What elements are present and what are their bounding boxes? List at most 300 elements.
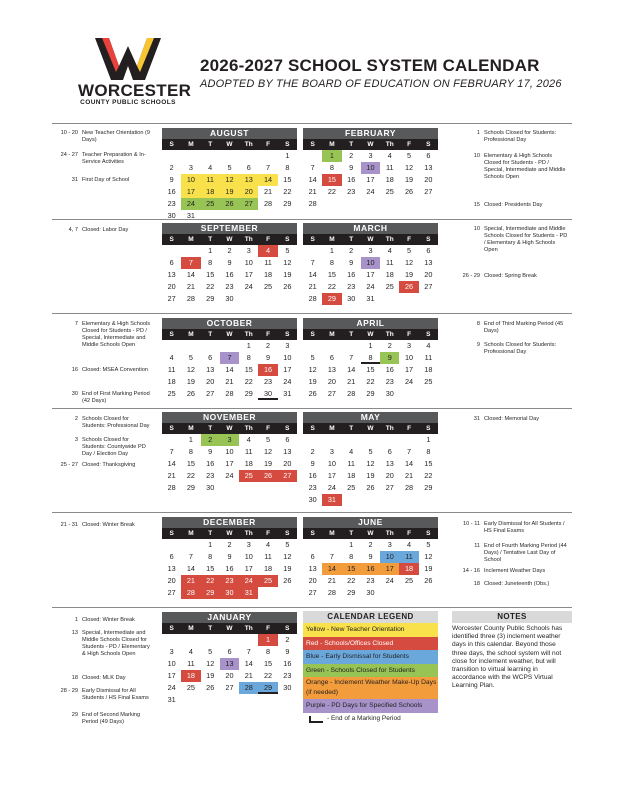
event-date: 3	[74, 437, 78, 443]
weekday-label: S	[310, 141, 315, 148]
page-title: 2026-2027 SCHOOL SYSTEM CALENDAR	[200, 56, 540, 75]
day-cell: 20	[308, 576, 317, 585]
calendar-june	[303, 517, 438, 599]
weekday-label: T	[208, 331, 213, 338]
weekday-header	[303, 329, 438, 340]
day-cell: 14	[405, 459, 414, 468]
weekday-label: S	[310, 331, 315, 338]
weekday-header	[162, 423, 297, 434]
weekday-label: Th	[385, 425, 394, 432]
day-cell: 17	[366, 270, 375, 279]
day-cell: 6	[426, 246, 431, 255]
logo-w-icon	[93, 36, 163, 82]
day-cell: 4	[258, 245, 277, 257]
legend-item-orange: Orange - Inclement Weather Make-Up Days (if needed)	[303, 677, 438, 699]
day-cell: 24	[283, 377, 292, 386]
day-cell: 10	[225, 447, 234, 456]
day-cell: 21	[186, 282, 195, 291]
day-cell: 4	[188, 647, 193, 656]
legend-item-red: Red - Schools/Offices Closed	[303, 637, 438, 651]
day-cell: 20	[385, 471, 394, 480]
event-text: Schools Closed for Students: Countywide PD Day / Election Day	[82, 437, 146, 457]
day-cell: 15	[186, 459, 195, 468]
day-cell: 2	[227, 246, 232, 255]
day-cell: 5	[188, 353, 193, 362]
day-cell: 25	[405, 576, 414, 585]
day-cell: 29	[186, 483, 195, 492]
day-cell: 10	[380, 551, 399, 563]
day-cell: 31	[186, 211, 195, 220]
calendar-october	[162, 318, 297, 400]
day-cell: 25	[347, 483, 356, 492]
day-cell: 12	[283, 258, 292, 267]
weekday-label: S	[285, 331, 290, 338]
weekday-header	[303, 234, 438, 245]
day-cell: 13	[167, 564, 176, 573]
day-cell: 25	[201, 198, 220, 210]
day-cell: 6	[387, 447, 392, 456]
weekday-label: W	[226, 530, 233, 537]
day-cell: 24	[181, 198, 200, 210]
day-cell: 22	[206, 282, 215, 291]
weekday-label: S	[426, 331, 431, 338]
day-cell: 25	[186, 683, 195, 692]
day-grid	[162, 150, 297, 222]
day-cell: 17	[167, 671, 176, 680]
day-cell: 31	[322, 494, 341, 506]
day-cell: 24	[244, 282, 253, 291]
day-cell: 10	[327, 459, 336, 468]
row-divider	[52, 607, 572, 608]
empty-cell	[258, 150, 277, 162]
day-cell: 11	[264, 552, 272, 561]
day-cell: 16	[225, 564, 234, 573]
weekday-label: F	[266, 625, 271, 632]
day-cell: 26	[424, 576, 433, 585]
day-cell: 29	[258, 682, 277, 694]
day-grid	[303, 150, 438, 210]
empty-cell	[201, 150, 220, 162]
empty-cell	[181, 634, 200, 646]
day-cell: 7	[246, 647, 251, 656]
weekday-label: Th	[385, 530, 394, 537]
day-cell: 18	[201, 186, 220, 198]
day-cell: 21	[405, 471, 414, 480]
day-cell: 3	[368, 151, 373, 160]
day-cell: 7	[349, 353, 354, 362]
day-cell: 19	[283, 270, 292, 279]
day-cell: 1	[426, 435, 431, 444]
day-cell: 7	[220, 352, 239, 364]
weekday-label: T	[208, 425, 213, 432]
day-cell: 9	[169, 175, 174, 184]
day-cell: 26	[308, 389, 317, 398]
empty-cell	[220, 150, 239, 162]
day-cell: 14	[322, 563, 341, 575]
day-cell: 11	[347, 459, 355, 468]
empty-cell	[201, 634, 220, 646]
day-cell: 8	[208, 258, 213, 267]
day-cell: 22	[366, 377, 375, 386]
day-cell: 17	[380, 563, 399, 575]
day-cell: 13	[206, 365, 215, 374]
day-cell: 5	[407, 151, 412, 160]
day-cell: 17	[244, 564, 253, 573]
month-name: FEBRUARY	[303, 128, 438, 139]
day-cell: 27	[225, 683, 234, 692]
month-name: OCTOBER	[162, 318, 297, 329]
month-name: AUGUST	[162, 128, 297, 139]
day-cell: 28	[186, 294, 195, 303]
row-divider	[52, 313, 572, 314]
day-cell: 1	[368, 341, 373, 350]
day-cell: 25	[424, 377, 433, 386]
day-cell: 18	[385, 175, 394, 184]
day-cell: 14	[186, 270, 195, 279]
day-cell: 1	[246, 341, 251, 350]
day-cell: 15	[327, 270, 336, 279]
day-cell: 3	[220, 434, 239, 446]
marking-period-bracket-icon	[309, 716, 323, 723]
day-cell: 23	[347, 282, 356, 291]
day-cell: 19	[308, 377, 317, 386]
day-cell: 17	[283, 365, 292, 374]
row-divider	[52, 408, 572, 409]
day-cell: 19	[424, 564, 433, 573]
weekday-label: M	[188, 141, 194, 148]
day-cell: 30	[206, 483, 215, 492]
legend-title: CALENDAR LEGEND	[303, 611, 438, 623]
day-cell: 29	[206, 294, 215, 303]
day-cell: 3	[368, 246, 373, 255]
row-divider	[52, 219, 572, 220]
day-cell: 2	[285, 635, 290, 644]
row-divider	[52, 123, 572, 124]
day-cell: 10	[283, 353, 292, 362]
day-cell: 5	[285, 540, 290, 549]
day-cell: 15	[283, 175, 292, 184]
weekday-label: M	[329, 530, 335, 537]
day-cell: 17	[225, 459, 234, 468]
day-cell: 23	[220, 575, 239, 587]
weekday-label: S	[310, 236, 315, 243]
day-cell: 27	[239, 198, 258, 210]
day-cell: 22	[201, 575, 220, 587]
weekday-label: T	[208, 625, 213, 632]
day-cell: 26	[405, 187, 414, 196]
day-cell: 24	[405, 377, 414, 386]
empty-cell	[201, 340, 220, 352]
day-cell: 29	[201, 587, 220, 599]
weekday-label: F	[407, 141, 412, 148]
calendar-september	[162, 223, 297, 305]
day-cell: 7	[266, 163, 271, 172]
empty-cell	[303, 434, 322, 446]
day-cell: 29	[244, 389, 253, 398]
weekday-label: T	[208, 530, 213, 537]
day-cell: 22	[327, 187, 336, 196]
day-cell: 23	[347, 187, 356, 196]
day-cell: 2	[349, 246, 354, 255]
empty-cell	[162, 340, 181, 352]
day-cell: 12	[405, 258, 414, 267]
event-date: 14 - 16	[462, 568, 480, 574]
day-cell: 8	[361, 352, 380, 364]
day-cell: 2	[310, 447, 315, 456]
day-cell: 21	[264, 187, 273, 196]
event-text: End of Fourth Marking Period (44 Days) / Tentative Last Day of School	[484, 543, 567, 563]
day-cell: 13	[424, 258, 433, 267]
weekday-label: S	[285, 236, 290, 243]
weekday-label: T	[349, 141, 354, 148]
day-cell: 13	[308, 564, 317, 573]
day-cell: 28	[405, 483, 414, 492]
day-cell: 6	[285, 435, 290, 444]
day-grid	[303, 539, 438, 599]
month-name: MAY	[303, 412, 438, 423]
day-cell: 9	[380, 352, 399, 364]
day-cell: 5	[266, 435, 271, 444]
calendar-december	[162, 517, 297, 599]
day-cell: 25	[385, 282, 394, 291]
empty-cell	[303, 245, 322, 257]
empty-cell	[220, 634, 239, 646]
month-name: SEPTEMBER	[162, 223, 297, 234]
day-cell: 9	[368, 552, 373, 561]
event-date: 1	[476, 130, 480, 136]
month-name: JUNE	[303, 517, 438, 528]
event-date: 10 - 11	[463, 521, 480, 527]
day-cell: 25	[239, 470, 258, 482]
weekday-label: F	[266, 236, 271, 243]
day-cell: 8	[266, 647, 271, 656]
event-date: 18	[71, 675, 78, 681]
event-date: 10 - 20	[60, 130, 78, 136]
weekday-label: S	[169, 530, 174, 537]
day-cell: 28	[327, 588, 336, 597]
day-cell: 16	[308, 471, 317, 480]
day-cell: 2	[227, 540, 232, 549]
empty-cell	[322, 340, 341, 352]
month-name: APRIL	[303, 318, 438, 329]
day-cell: 22	[264, 671, 273, 680]
day-cell: 15	[322, 174, 341, 186]
day-cell: 6	[208, 353, 213, 362]
weekday-label: S	[310, 425, 315, 432]
weekday-label: M	[188, 425, 194, 432]
event-text: Early Dismissal for All Students / HS Final Exams	[82, 688, 149, 701]
day-cell: 24	[167, 683, 176, 692]
weekday-label: M	[188, 331, 194, 338]
day-cell: 23	[225, 282, 234, 291]
logo	[78, 36, 192, 107]
day-cell: 17	[244, 270, 253, 279]
weekday-label: Th	[244, 625, 253, 632]
weekday-label: M	[329, 236, 335, 243]
empty-cell	[380, 434, 399, 446]
day-cell: 30	[385, 389, 394, 398]
day-cell: 28	[225, 389, 234, 398]
day-cell: 30	[258, 388, 277, 400]
notes-title: NOTES	[452, 611, 572, 623]
day-cell: 14	[347, 365, 356, 374]
day-cell: 23	[167, 199, 176, 208]
org-subtitle: COUNTY PUBLIC SCHOOLS	[80, 99, 176, 106]
event-text: First Day of School	[82, 177, 130, 183]
event-date: 9	[476, 342, 480, 348]
day-cell: 18	[244, 459, 253, 468]
event-date: 15	[473, 202, 480, 208]
day-cell: 5	[285, 246, 290, 255]
day-cell: 16	[225, 270, 234, 279]
day-cell: 26	[220, 198, 239, 210]
day-cell: 30	[366, 588, 375, 597]
day-cell: 14	[308, 175, 317, 184]
day-cell: 19	[220, 186, 239, 198]
month-name: DECEMBER	[162, 517, 297, 528]
empty-cell	[342, 434, 361, 446]
day-cell: 20	[424, 175, 433, 184]
day-cell: 7	[329, 552, 334, 561]
weekday-label: F	[407, 530, 412, 537]
day-cell: 20	[167, 576, 176, 585]
day-cell: 3	[285, 341, 290, 350]
legend-item-green: Green - Schools Closed for Students	[303, 664, 438, 678]
day-cell: 27	[385, 483, 394, 492]
notes-panel	[452, 611, 572, 691]
day-cell: 12	[366, 459, 375, 468]
weekday-header	[303, 139, 438, 150]
day-cell: 26	[366, 483, 375, 492]
day-cell: 20	[167, 282, 176, 291]
day-cell: 2	[201, 434, 220, 446]
weekday-label: S	[285, 625, 290, 632]
weekday-label: Th	[244, 425, 253, 432]
day-cell: 20	[327, 377, 336, 386]
empty-cell	[361, 434, 380, 446]
day-cell: 29	[283, 199, 292, 208]
day-cell: 15	[206, 270, 215, 279]
day-cell: 1	[258, 634, 277, 646]
notes-body: Worcester County Public Schools has identified three (3) inclement weather days in this calendar. Beyond those three days, the school system will not close for inclement weather, but will transition to virtual learning in accordance with the WCPS Virtual Learning Plan.	[452, 625, 563, 690]
empty-cell	[181, 150, 200, 162]
day-cell: 18	[385, 270, 394, 279]
day-cell: 5	[310, 353, 315, 362]
event-date: 10	[473, 226, 480, 232]
empty-cell	[162, 434, 181, 446]
empty-cell	[303, 340, 322, 352]
day-cell: 2	[387, 341, 392, 350]
day-cell: 17	[181, 186, 200, 198]
day-cell: 22	[244, 377, 253, 386]
day-cell: 5	[227, 163, 232, 172]
event-text: Elementary & High Schools Closed for Students - PD / Special, Intermediate and Middle Schools Open	[82, 321, 151, 348]
event-date: 2	[74, 416, 78, 422]
calendar-legend	[303, 611, 438, 725]
event-text: Elementary & High Schools Closed for Students - PD / Special, Intermediate and Middle Schools Open	[484, 153, 566, 180]
event-date: 8	[476, 321, 480, 327]
day-cell: 11	[399, 551, 418, 563]
weekday-label: M	[329, 331, 335, 338]
day-cell: 18	[167, 377, 176, 386]
empty-cell	[303, 150, 322, 162]
day-grid	[162, 539, 297, 599]
day-cell: 18	[264, 270, 273, 279]
weekday-label: S	[285, 530, 290, 537]
day-cell: 9	[285, 647, 290, 656]
day-cell: 19	[405, 270, 414, 279]
day-cell: 11	[201, 174, 220, 186]
day-cell: 26	[206, 683, 215, 692]
day-cell: 21	[347, 377, 356, 386]
day-cell: 7	[310, 258, 315, 267]
weekday-label: S	[426, 425, 431, 432]
day-cell: 15	[342, 563, 361, 575]
empty-cell	[181, 539, 200, 551]
day-cell: 31	[239, 587, 258, 599]
day-cell: 20	[283, 459, 292, 468]
event-date: 11	[474, 543, 480, 549]
day-cell: 22	[424, 471, 433, 480]
day-cell: 27	[167, 294, 176, 303]
day-cell: 24	[366, 282, 375, 291]
day-cell: 8	[285, 163, 290, 172]
event-date: 28 - 29	[60, 688, 78, 694]
day-cell: 6	[169, 552, 174, 561]
weekday-label: M	[188, 530, 194, 537]
day-cell: 16	[283, 659, 292, 668]
calendar-january	[162, 612, 297, 706]
day-cell: 24	[225, 471, 234, 480]
event-text: Inclement Weather Days	[484, 568, 546, 574]
weekday-label: W	[226, 331, 233, 338]
day-cell: 14	[167, 459, 176, 468]
day-grid	[162, 245, 297, 305]
day-cell: 8	[426, 447, 431, 456]
day-cell: 5	[426, 540, 431, 549]
day-cell: 7	[310, 163, 315, 172]
day-cell: 12	[206, 659, 215, 668]
day-cell: 11	[167, 365, 176, 374]
day-cell: 10	[244, 552, 253, 561]
weekday-label: T	[349, 236, 354, 243]
day-cell: 11	[187, 659, 195, 668]
day-cell: 20	[225, 671, 234, 680]
day-cell: 20	[239, 186, 258, 198]
page-subtitle: ADOPTED BY THE BOARD OF EDUCATION ON FEBRUARY 17, 2026	[200, 78, 562, 90]
day-cell: 11	[385, 163, 394, 172]
empty-cell	[162, 539, 181, 551]
event-text: Closed: Juneteenth (Obs.)	[484, 581, 550, 587]
calendar-april	[303, 318, 438, 400]
day-cell: 30	[220, 587, 239, 599]
weekday-label: T	[349, 530, 354, 537]
day-cell: 21	[308, 187, 317, 196]
day-cell: 30	[308, 495, 317, 504]
day-cell: 9	[208, 447, 213, 456]
day-cell: 12	[424, 552, 433, 561]
day-cell: 8	[208, 552, 213, 561]
weekday-header	[303, 528, 438, 539]
day-cell: 3	[329, 447, 334, 456]
day-cell: 6	[227, 647, 232, 656]
day-cell: 3	[407, 341, 412, 350]
weekday-header	[162, 234, 297, 245]
weekday-label: W	[367, 425, 374, 432]
weekday-label: F	[266, 331, 271, 338]
day-cell: 30	[347, 294, 356, 303]
empty-cell	[181, 340, 200, 352]
